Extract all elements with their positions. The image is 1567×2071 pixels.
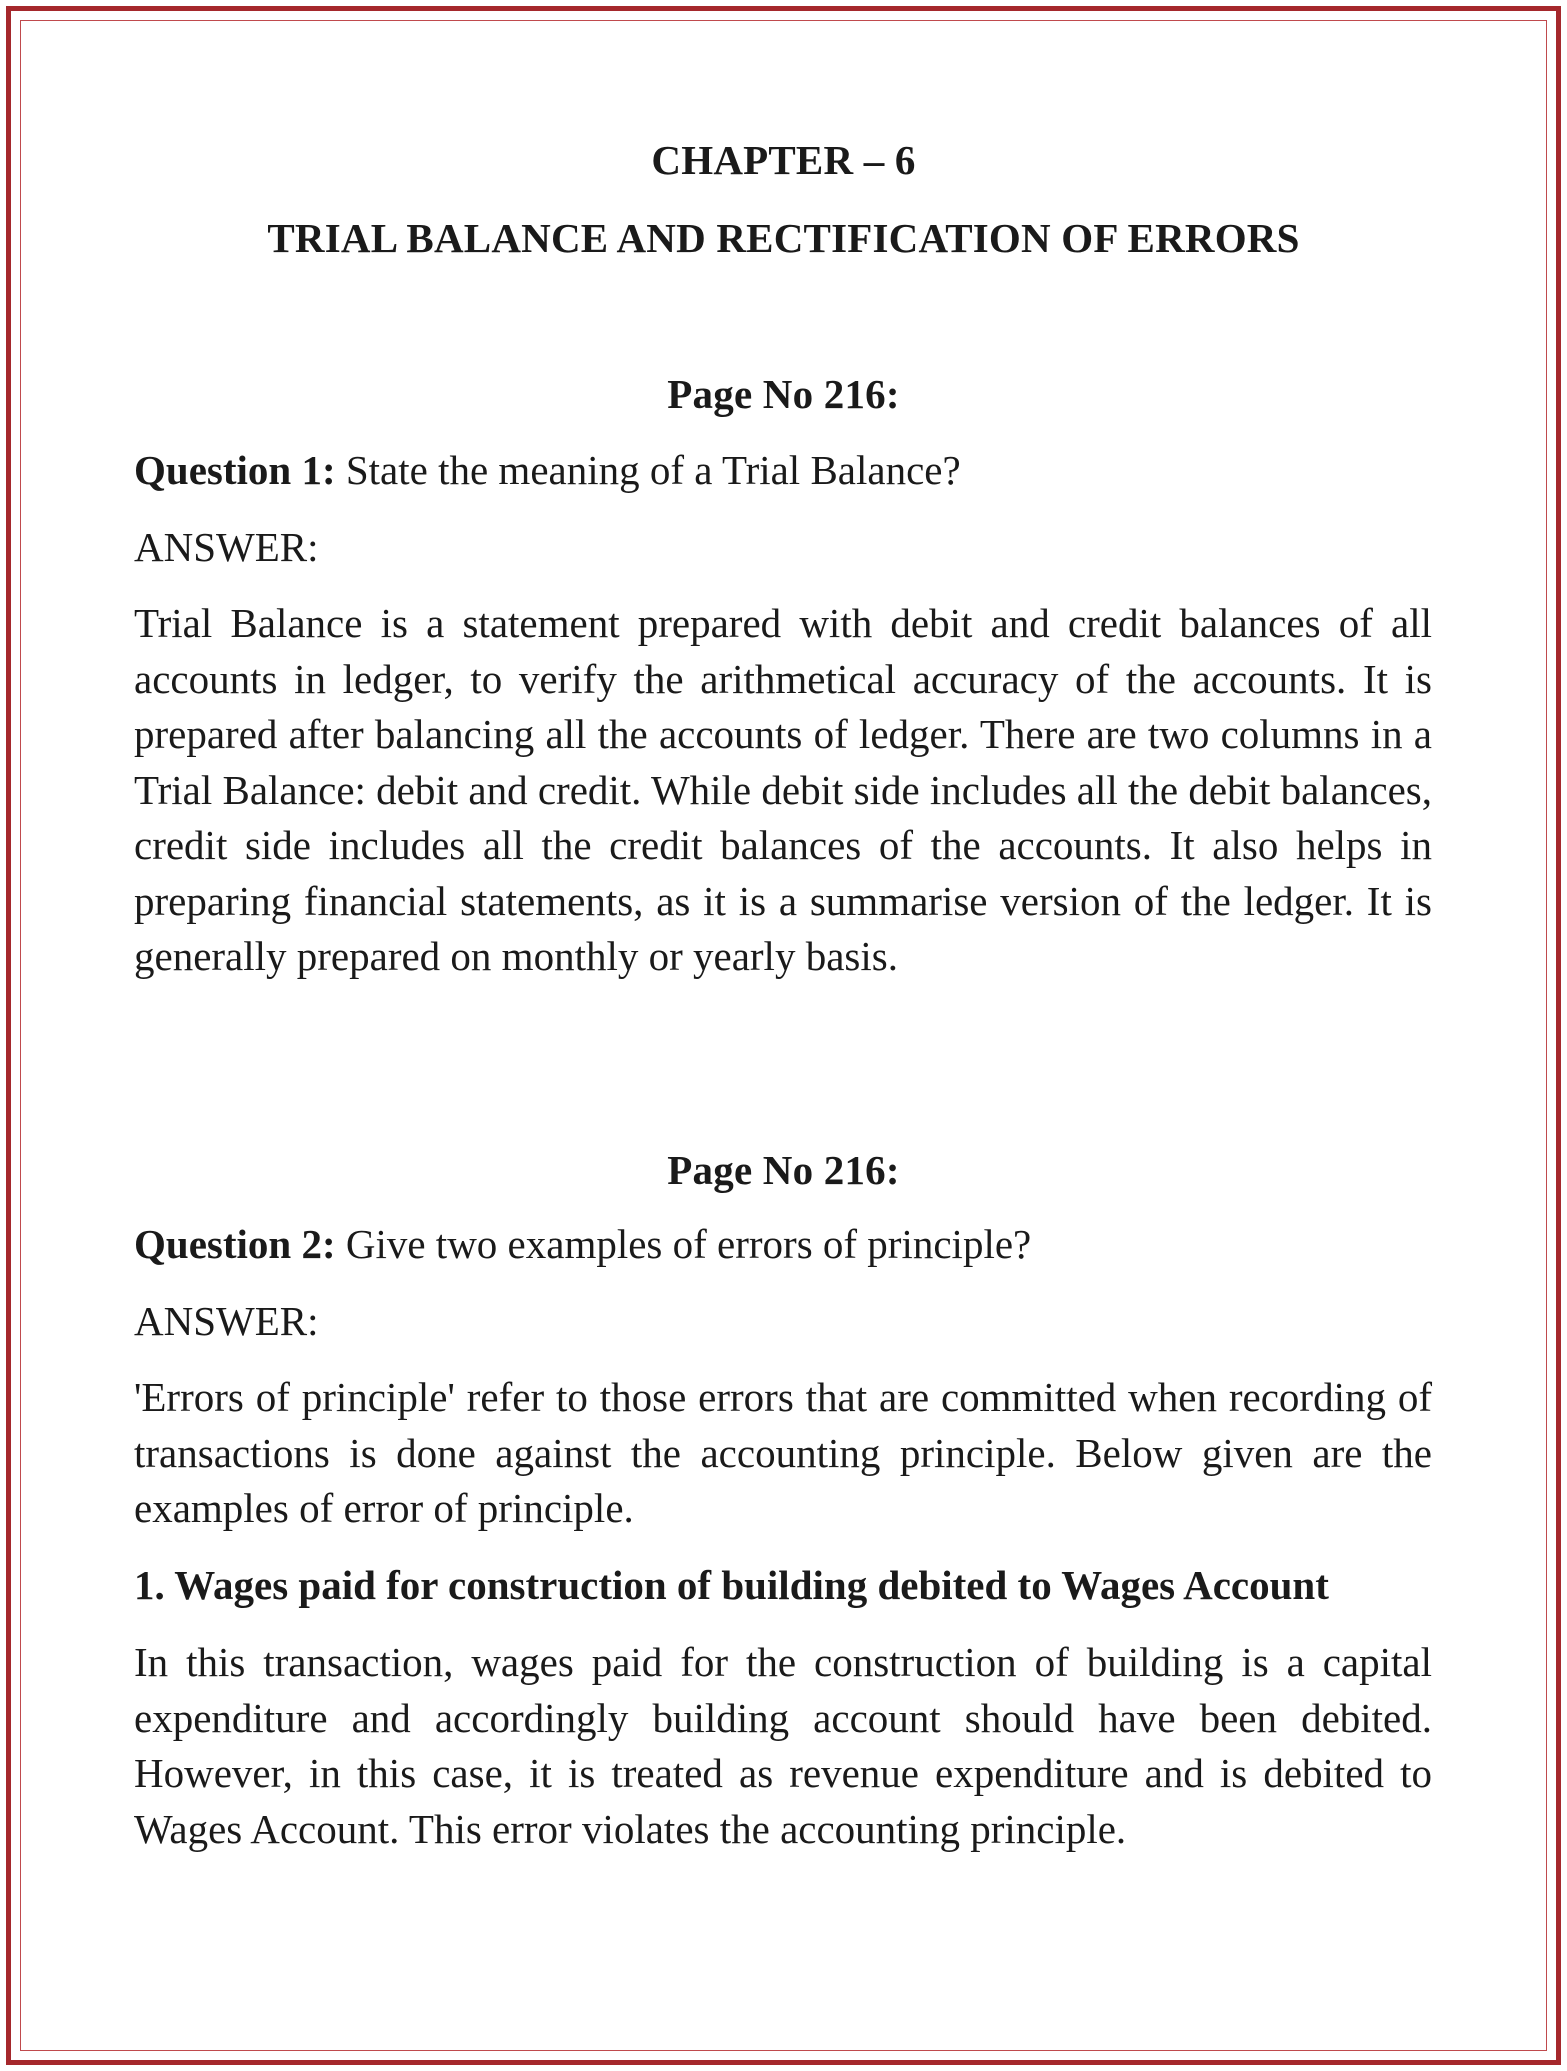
example-heading: 1. Wages paid for construction of building debited to Wages Account [134, 1562, 1329, 1608]
page-number-label: Page No 216: [667, 1147, 900, 1193]
chapter-heading: CHAPTER – 6 [651, 137, 916, 183]
question-2 [134, 1220, 1432, 1268]
example-paragraph: In this transaction, wages paid for the construction of building is a capital expenditure and accordingly building account should have been debited. However, in this case, it is treated as revenue expenditure and is debited to Wages Account. This error violates the accounting principle. [134, 1639, 1432, 1852]
question-text: Give two examples of errors of principle? [335, 1221, 1032, 1267]
question-label: Question 1: [134, 447, 336, 493]
chapter-title: TRIAL BALANCE AND RECTIFICATION OF ERRORS [267, 215, 1300, 261]
page-number-label: Page No 216: [667, 371, 900, 417]
answer-label: ANSWER: [134, 524, 319, 570]
question-label: Question 2: [134, 1221, 336, 1267]
question-1 [134, 446, 1432, 494]
answer-paragraph: Trial Balance is a statement prepared with debit and credit balances of all accounts in ledger, to verify the arithmetical accuracy of the accounts. It is prepared after balancing all the accounts of ledger. There are two columns in a Trial Balance: debit and credit. While debit side includes all the debit balances, credit side includes all the credit balances of the accounts. It also helps in preparing financial statements, as it is a summarise version of the ledger. It is generally prepared on monthly or yearly basis. [134, 600, 1432, 979]
answer-paragraph: 'Errors of principle' refer to those errors that are committed when recording of transactions is done against the accounting principle. Below given are the examples of error of principle. [134, 1374, 1432, 1531]
question-text: State the meaning of a Trial Balance? [335, 447, 961, 493]
answer-label: ANSWER: [134, 1298, 319, 1344]
